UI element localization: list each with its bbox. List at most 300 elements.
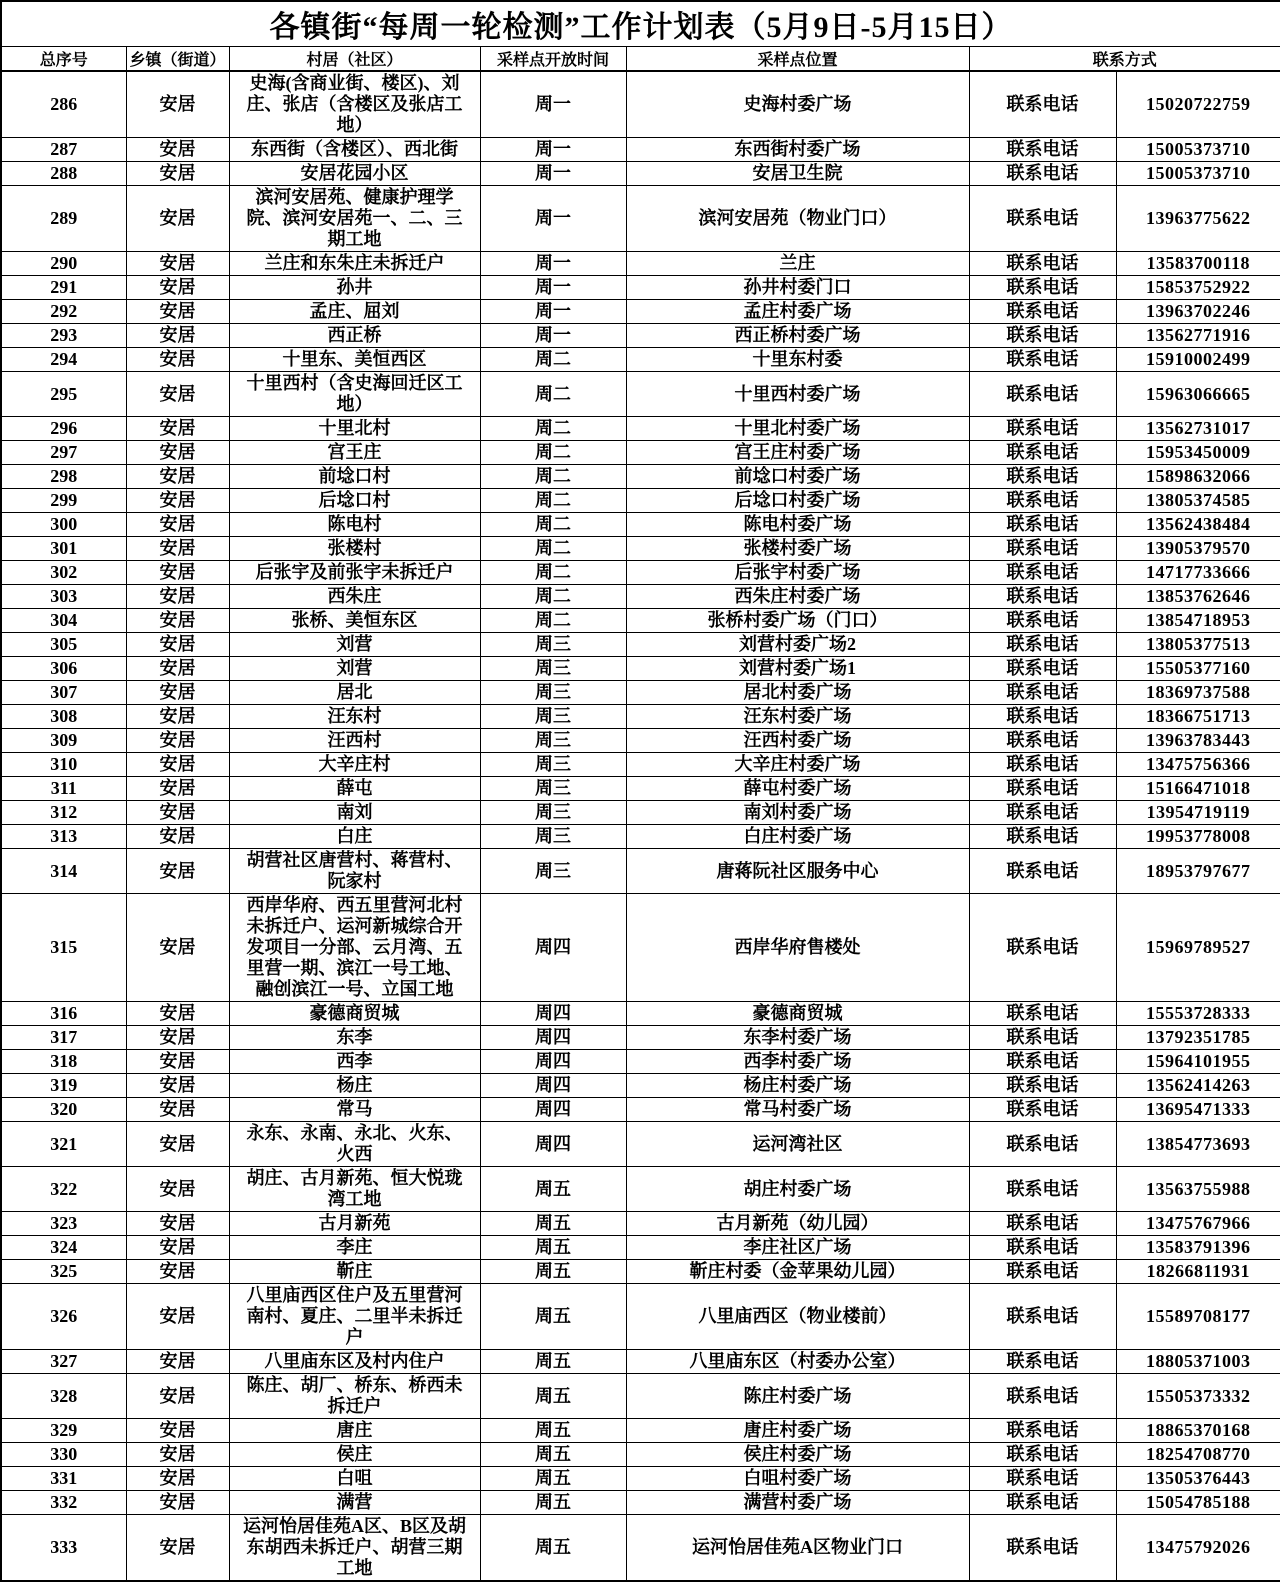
phone-cell: 15553728333 <box>1116 1002 1280 1026</box>
time-cell: 周五 <box>480 1419 626 1443</box>
town-cell: 安居 <box>126 777 229 801</box>
town-cell: 安居 <box>126 1284 229 1350</box>
table-row <box>1 324 1280 348</box>
town-cell: 安居 <box>126 825 229 849</box>
location-cell: 大辛庄村委广场 <box>626 753 969 777</box>
town-cell: 安居 <box>126 324 229 348</box>
location-cell: 宫王庄村委广场 <box>626 441 969 465</box>
location-cell: 东李村委广场 <box>626 1026 969 1050</box>
time-cell: 周五 <box>480 1515 626 1582</box>
time-cell: 周五 <box>480 1167 626 1212</box>
village-cell: 西正桥 <box>229 324 480 348</box>
serial-cell: 301 <box>1 537 126 561</box>
serial-cell: 308 <box>1 705 126 729</box>
table-row <box>1 348 1280 372</box>
town-cell: 安居 <box>126 705 229 729</box>
contact-label-cell: 联系电话 <box>969 1098 1116 1122</box>
village-cell: 运河怡居佳苑A区、B区及胡东胡西未拆迁户、胡营三期工地 <box>229 1515 480 1582</box>
village-cell: 史海(含商业街、楼区)、刘庄、张店（含楼区及张店工地） <box>229 71 480 138</box>
serial-cell: 297 <box>1 441 126 465</box>
town-cell: 安居 <box>126 71 229 138</box>
time-cell: 周四 <box>480 1098 626 1122</box>
serial-cell: 294 <box>1 348 126 372</box>
phone-cell: 13562771916 <box>1116 324 1280 348</box>
table-row <box>1 1350 1280 1374</box>
table-row <box>1 1260 1280 1284</box>
village-cell: 孟庄、屈刘 <box>229 300 480 324</box>
village-cell: 八里庙西区住户及五里营河南村、夏庄、二里半未拆迁户 <box>229 1284 480 1350</box>
town-cell: 安居 <box>126 1212 229 1236</box>
location-cell: 西正桥村委广场 <box>626 324 969 348</box>
serial-cell: 312 <box>1 801 126 825</box>
town-cell: 安居 <box>126 1236 229 1260</box>
table-row <box>1 186 1280 252</box>
town-cell: 安居 <box>126 252 229 276</box>
serial-cell: 316 <box>1 1002 126 1026</box>
serial-cell: 306 <box>1 657 126 681</box>
table-row <box>1 417 1280 441</box>
village-cell: 汪东村 <box>229 705 480 729</box>
contact-label-cell: 联系电话 <box>969 537 1116 561</box>
serial-cell: 326 <box>1 1284 126 1350</box>
serial-cell: 329 <box>1 1419 126 1443</box>
table-row <box>1 1002 1280 1026</box>
location-cell: 陈庄村委广场 <box>626 1374 969 1419</box>
table-row <box>1 1167 1280 1212</box>
village-cell: 南刘 <box>229 801 480 825</box>
page-title: 各镇街“每周一轮检测”工作计划表（5月9日-5月15日） <box>1 1 1280 47</box>
town-cell: 安居 <box>126 489 229 513</box>
table-row <box>1 1026 1280 1050</box>
phone-cell: 15020722759 <box>1116 71 1280 138</box>
serial-cell: 327 <box>1 1350 126 1374</box>
contact-label-cell: 联系电话 <box>969 348 1116 372</box>
village-cell: 胡庄、古月新苑、恒大悦珑湾工地 <box>229 1167 480 1212</box>
time-cell: 周一 <box>480 71 626 138</box>
village-cell: 十里北村 <box>229 417 480 441</box>
phone-cell: 15589708177 <box>1116 1284 1280 1350</box>
serial-cell: 298 <box>1 465 126 489</box>
table-row <box>1 1212 1280 1236</box>
contact-label-cell: 联系电话 <box>969 1374 1116 1419</box>
time-cell: 周三 <box>480 753 626 777</box>
location-cell: 运河湾社区 <box>626 1122 969 1167</box>
table-row <box>1 71 1280 138</box>
serial-cell: 330 <box>1 1443 126 1467</box>
serial-cell: 295 <box>1 372 126 417</box>
serial-cell: 304 <box>1 609 126 633</box>
table-row <box>1 825 1280 849</box>
village-cell: 刘营 <box>229 657 480 681</box>
table-row <box>1 372 1280 417</box>
contact-label-cell: 联系电话 <box>969 825 1116 849</box>
location-cell: 安居卫生院 <box>626 162 969 186</box>
contact-label-cell: 联系电话 <box>969 276 1116 300</box>
table-row <box>1 1074 1280 1098</box>
location-cell: 十里西村委广场 <box>626 372 969 417</box>
table-row <box>1 609 1280 633</box>
location-cell: 后张宇村委广场 <box>626 561 969 585</box>
serial-cell: 286 <box>1 71 126 138</box>
phone-cell: 13475792026 <box>1116 1515 1280 1582</box>
phone-cell: 18266811931 <box>1116 1260 1280 1284</box>
contact-label-cell: 联系电话 <box>969 753 1116 777</box>
contact-label-cell: 联系电话 <box>969 729 1116 753</box>
contact-label-cell: 联系电话 <box>969 372 1116 417</box>
location-cell: 陈电村委广场 <box>626 513 969 537</box>
phone-cell: 18369737588 <box>1116 681 1280 705</box>
town-cell: 安居 <box>126 441 229 465</box>
time-cell: 周三 <box>480 825 626 849</box>
table-row <box>1 300 1280 324</box>
time-cell: 周二 <box>480 513 626 537</box>
contact-label-cell: 联系电话 <box>969 162 1116 186</box>
time-cell: 周一 <box>480 252 626 276</box>
phone-cell: 13805377513 <box>1116 633 1280 657</box>
serial-cell: 288 <box>1 162 126 186</box>
table-row <box>1 1236 1280 1260</box>
village-cell: 汪西村 <box>229 729 480 753</box>
serial-cell: 296 <box>1 417 126 441</box>
table-row <box>1 1443 1280 1467</box>
header-row <box>1 47 1280 72</box>
phone-cell: 13562414263 <box>1116 1074 1280 1098</box>
town-cell: 安居 <box>126 1098 229 1122</box>
contact-label-cell: 联系电话 <box>969 1236 1116 1260</box>
phone-cell: 13562438484 <box>1116 513 1280 537</box>
phone-cell: 15054785188 <box>1116 1491 1280 1515</box>
serial-cell: 315 <box>1 894 126 1002</box>
location-cell: 常马村委广场 <box>626 1098 969 1122</box>
town-cell: 安居 <box>126 1443 229 1467</box>
village-cell: 宫王庄 <box>229 441 480 465</box>
time-cell: 周一 <box>480 324 626 348</box>
town-cell: 安居 <box>126 417 229 441</box>
phone-cell: 15853752922 <box>1116 276 1280 300</box>
phone-cell: 13805374585 <box>1116 489 1280 513</box>
time-cell: 周二 <box>480 465 626 489</box>
serial-cell: 333 <box>1 1515 126 1582</box>
town-cell: 安居 <box>126 1374 229 1419</box>
location-cell: 八里庙西区（物业楼前） <box>626 1284 969 1350</box>
location-cell: 八里庙东区（村委办公室） <box>626 1350 969 1374</box>
village-cell: 豪德商贸城 <box>229 1002 480 1026</box>
time-cell: 周二 <box>480 489 626 513</box>
phone-cell: 15964101955 <box>1116 1050 1280 1074</box>
village-cell: 杨庄 <box>229 1074 480 1098</box>
phone-cell: 19953778008 <box>1116 825 1280 849</box>
village-cell: 白咀 <box>229 1467 480 1491</box>
time-cell: 周二 <box>480 609 626 633</box>
serial-cell: 328 <box>1 1374 126 1419</box>
time-cell: 周三 <box>480 657 626 681</box>
location-cell: 后埝口村委广场 <box>626 489 969 513</box>
contact-label-cell: 联系电话 <box>969 705 1116 729</box>
time-cell: 周五 <box>480 1212 626 1236</box>
serial-cell: 320 <box>1 1098 126 1122</box>
town-cell: 安居 <box>126 1467 229 1491</box>
serial-cell: 325 <box>1 1260 126 1284</box>
serial-cell: 317 <box>1 1026 126 1050</box>
serial-cell: 313 <box>1 825 126 849</box>
serial-cell: 303 <box>1 585 126 609</box>
location-cell: 滨河安居苑（物业门口） <box>626 186 969 252</box>
contact-label-cell: 联系电话 <box>969 465 1116 489</box>
time-cell: 周四 <box>480 1122 626 1167</box>
town-cell: 安居 <box>126 1350 229 1374</box>
contact-label-cell: 联系电话 <box>969 441 1116 465</box>
contact-label-cell: 联系电话 <box>969 1002 1116 1026</box>
town-cell: 安居 <box>126 561 229 585</box>
table-row <box>1 657 1280 681</box>
contact-label-cell: 联系电话 <box>969 1122 1116 1167</box>
time-cell: 周五 <box>480 1443 626 1467</box>
serial-cell: 324 <box>1 1236 126 1260</box>
contact-label-cell: 联系电话 <box>969 71 1116 138</box>
phone-cell: 15505373332 <box>1116 1374 1280 1419</box>
time-cell: 周二 <box>480 537 626 561</box>
location-cell: 侯庄村委广场 <box>626 1443 969 1467</box>
village-cell: 大辛庄村 <box>229 753 480 777</box>
serial-cell: 311 <box>1 777 126 801</box>
contact-label-cell: 联系电话 <box>969 138 1116 162</box>
serial-cell: 287 <box>1 138 126 162</box>
location-cell: 孙井村委门口 <box>626 276 969 300</box>
contact-label-cell: 联系电话 <box>969 1419 1116 1443</box>
table-row <box>1 1050 1280 1074</box>
village-cell: 张楼村 <box>229 537 480 561</box>
phone-cell: 15963066665 <box>1116 372 1280 417</box>
contact-label-cell: 联系电话 <box>969 300 1116 324</box>
table-row <box>1 1122 1280 1167</box>
location-cell: 刘营村委广场1 <box>626 657 969 681</box>
table-row <box>1 753 1280 777</box>
village-cell: 西李 <box>229 1050 480 1074</box>
town-cell: 安居 <box>126 585 229 609</box>
location-cell: 十里东村委 <box>626 348 969 372</box>
village-cell: 薛屯 <box>229 777 480 801</box>
table-row <box>1 1419 1280 1443</box>
table-row <box>1 1491 1280 1515</box>
phone-cell: 18254708770 <box>1116 1443 1280 1467</box>
phone-cell: 18366751713 <box>1116 705 1280 729</box>
table-row <box>1 489 1280 513</box>
phone-cell: 13562731017 <box>1116 417 1280 441</box>
time-cell: 周五 <box>480 1284 626 1350</box>
village-cell: 孙井 <box>229 276 480 300</box>
village-cell: 张桥、美恒东区 <box>229 609 480 633</box>
location-cell: 西岸华府售楼处 <box>626 894 969 1002</box>
time-cell: 周二 <box>480 585 626 609</box>
location-cell: 唐蒋阮社区服务中心 <box>626 849 969 894</box>
town-cell: 安居 <box>126 1002 229 1026</box>
serial-cell: 300 <box>1 513 126 537</box>
phone-cell: 13963702246 <box>1116 300 1280 324</box>
phone-cell: 14717733666 <box>1116 561 1280 585</box>
table-row <box>1 1515 1280 1582</box>
location-cell: 前埝口村委广场 <box>626 465 969 489</box>
time-cell: 周三 <box>480 849 626 894</box>
serial-cell: 331 <box>1 1467 126 1491</box>
table-row <box>1 1098 1280 1122</box>
village-cell: 东李 <box>229 1026 480 1050</box>
time-cell: 周四 <box>480 1050 626 1074</box>
time-cell: 周一 <box>480 186 626 252</box>
contact-label-cell: 联系电话 <box>969 585 1116 609</box>
town-cell: 安居 <box>126 513 229 537</box>
time-cell: 周一 <box>480 138 626 162</box>
village-cell: 刘营 <box>229 633 480 657</box>
village-cell: 胡营社区唐营村、蒋营村、阮家村 <box>229 849 480 894</box>
table-row <box>1 894 1280 1002</box>
col-header-town: 乡镇（街道） <box>126 47 229 72</box>
phone-cell: 13954719119 <box>1116 801 1280 825</box>
contact-label-cell: 联系电话 <box>969 324 1116 348</box>
phone-cell: 13563755988 <box>1116 1167 1280 1212</box>
col-header-location: 采样点位置 <box>626 47 969 72</box>
table-row <box>1 162 1280 186</box>
contact-label-cell: 联系电话 <box>969 417 1116 441</box>
contact-label-cell: 联系电话 <box>969 489 1116 513</box>
serial-cell: 291 <box>1 276 126 300</box>
contact-label-cell: 联系电话 <box>969 1467 1116 1491</box>
table-row <box>1 585 1280 609</box>
village-cell: 李庄 <box>229 1236 480 1260</box>
village-cell: 后埝口村 <box>229 489 480 513</box>
contact-label-cell: 联系电话 <box>969 1443 1116 1467</box>
location-cell: 胡庄村委广场 <box>626 1167 969 1212</box>
phone-cell: 13583791396 <box>1116 1236 1280 1260</box>
time-cell: 周五 <box>480 1467 626 1491</box>
village-cell: 兰庄和东朱庄未拆迁户 <box>229 252 480 276</box>
time-cell: 周五 <box>480 1236 626 1260</box>
phone-cell: 13695471333 <box>1116 1098 1280 1122</box>
phone-cell: 13854718953 <box>1116 609 1280 633</box>
serial-cell: 319 <box>1 1074 126 1098</box>
serial-cell: 332 <box>1 1491 126 1515</box>
town-cell: 安居 <box>126 894 229 1002</box>
phone-cell: 13854773693 <box>1116 1122 1280 1167</box>
table-row <box>1 1284 1280 1350</box>
contact-label-cell: 联系电话 <box>969 657 1116 681</box>
time-cell: 周四 <box>480 1026 626 1050</box>
town-cell: 安居 <box>126 138 229 162</box>
table-row <box>1 777 1280 801</box>
village-cell: 八里庙东区及村内住户 <box>229 1350 480 1374</box>
location-cell: 居北村委广场 <box>626 681 969 705</box>
village-cell: 安居花园小区 <box>229 162 480 186</box>
time-cell: 周四 <box>480 1074 626 1098</box>
town-cell: 安居 <box>126 162 229 186</box>
contact-label-cell: 联系电话 <box>969 633 1116 657</box>
village-cell: 十里西村（含史海回迁区工地） <box>229 372 480 417</box>
town-cell: 安居 <box>126 537 229 561</box>
time-cell: 周二 <box>480 561 626 585</box>
table-row <box>1 276 1280 300</box>
table-row <box>1 561 1280 585</box>
town-cell: 安居 <box>126 657 229 681</box>
serial-cell: 299 <box>1 489 126 513</box>
phone-cell: 15953450009 <box>1116 441 1280 465</box>
village-cell: 居北 <box>229 681 480 705</box>
serial-cell: 305 <box>1 633 126 657</box>
location-cell: 史海村委广场 <box>626 71 969 138</box>
table-row <box>1 681 1280 705</box>
location-cell: 东西街村委广场 <box>626 138 969 162</box>
village-cell: 陈电村 <box>229 513 480 537</box>
serial-cell: 309 <box>1 729 126 753</box>
contact-label-cell: 联系电话 <box>969 1491 1116 1515</box>
time-cell: 周一 <box>480 300 626 324</box>
time-cell: 周一 <box>480 276 626 300</box>
town-cell: 安居 <box>126 300 229 324</box>
phone-cell: 13963775622 <box>1116 186 1280 252</box>
time-cell: 周五 <box>480 1374 626 1419</box>
village-cell: 满营 <box>229 1491 480 1515</box>
location-cell: 白庄村委广场 <box>626 825 969 849</box>
location-cell: 薛屯村委广场 <box>626 777 969 801</box>
title-row <box>1 1 1280 47</box>
contact-label-cell: 联系电话 <box>969 513 1116 537</box>
contact-label-cell: 联系电话 <box>969 894 1116 1002</box>
phone-cell: 18953797677 <box>1116 849 1280 894</box>
col-header-time: 采样点开放时间 <box>480 47 626 72</box>
phone-cell: 13475756366 <box>1116 753 1280 777</box>
village-cell: 陈庄、胡厂、桥东、桥西未拆迁户 <box>229 1374 480 1419</box>
time-cell: 周二 <box>480 348 626 372</box>
contact-label-cell: 联系电话 <box>969 252 1116 276</box>
contact-label-cell: 联系电话 <box>969 609 1116 633</box>
town-cell: 安居 <box>126 753 229 777</box>
time-cell: 周五 <box>480 1350 626 1374</box>
location-cell: 靳庄村委（金苹果幼儿园） <box>626 1260 969 1284</box>
serial-cell: 290 <box>1 252 126 276</box>
location-cell: 古月新苑（幼儿园） <box>626 1212 969 1236</box>
town-cell: 安居 <box>126 1419 229 1443</box>
village-cell: 后张宇及前张宇未拆迁户 <box>229 561 480 585</box>
col-header-contact: 联系方式 <box>969 47 1280 72</box>
town-cell: 安居 <box>126 633 229 657</box>
serial-cell: 293 <box>1 324 126 348</box>
table-row <box>1 729 1280 753</box>
serial-cell: 323 <box>1 1212 126 1236</box>
contact-label-cell: 联系电话 <box>969 849 1116 894</box>
town-cell: 安居 <box>126 1026 229 1050</box>
town-cell: 安居 <box>126 348 229 372</box>
contact-label-cell: 联系电话 <box>969 1350 1116 1374</box>
town-cell: 安居 <box>126 681 229 705</box>
serial-cell: 318 <box>1 1050 126 1074</box>
village-cell: 古月新苑 <box>229 1212 480 1236</box>
time-cell: 周二 <box>480 372 626 417</box>
serial-cell: 302 <box>1 561 126 585</box>
village-cell: 白庄 <box>229 825 480 849</box>
serial-cell: 292 <box>1 300 126 324</box>
location-cell: 刘营村委广场2 <box>626 633 969 657</box>
table-row <box>1 513 1280 537</box>
phone-cell: 13792351785 <box>1116 1026 1280 1050</box>
contact-label-cell: 联系电话 <box>969 801 1116 825</box>
town-cell: 安居 <box>126 1122 229 1167</box>
time-cell: 周三 <box>480 729 626 753</box>
contact-label-cell: 联系电话 <box>969 186 1116 252</box>
time-cell: 周二 <box>480 441 626 465</box>
phone-cell: 13475767966 <box>1116 1212 1280 1236</box>
contact-label-cell: 联系电话 <box>969 1260 1116 1284</box>
village-cell: 西朱庄 <box>229 585 480 609</box>
time-cell: 周一 <box>480 162 626 186</box>
table-row <box>1 138 1280 162</box>
